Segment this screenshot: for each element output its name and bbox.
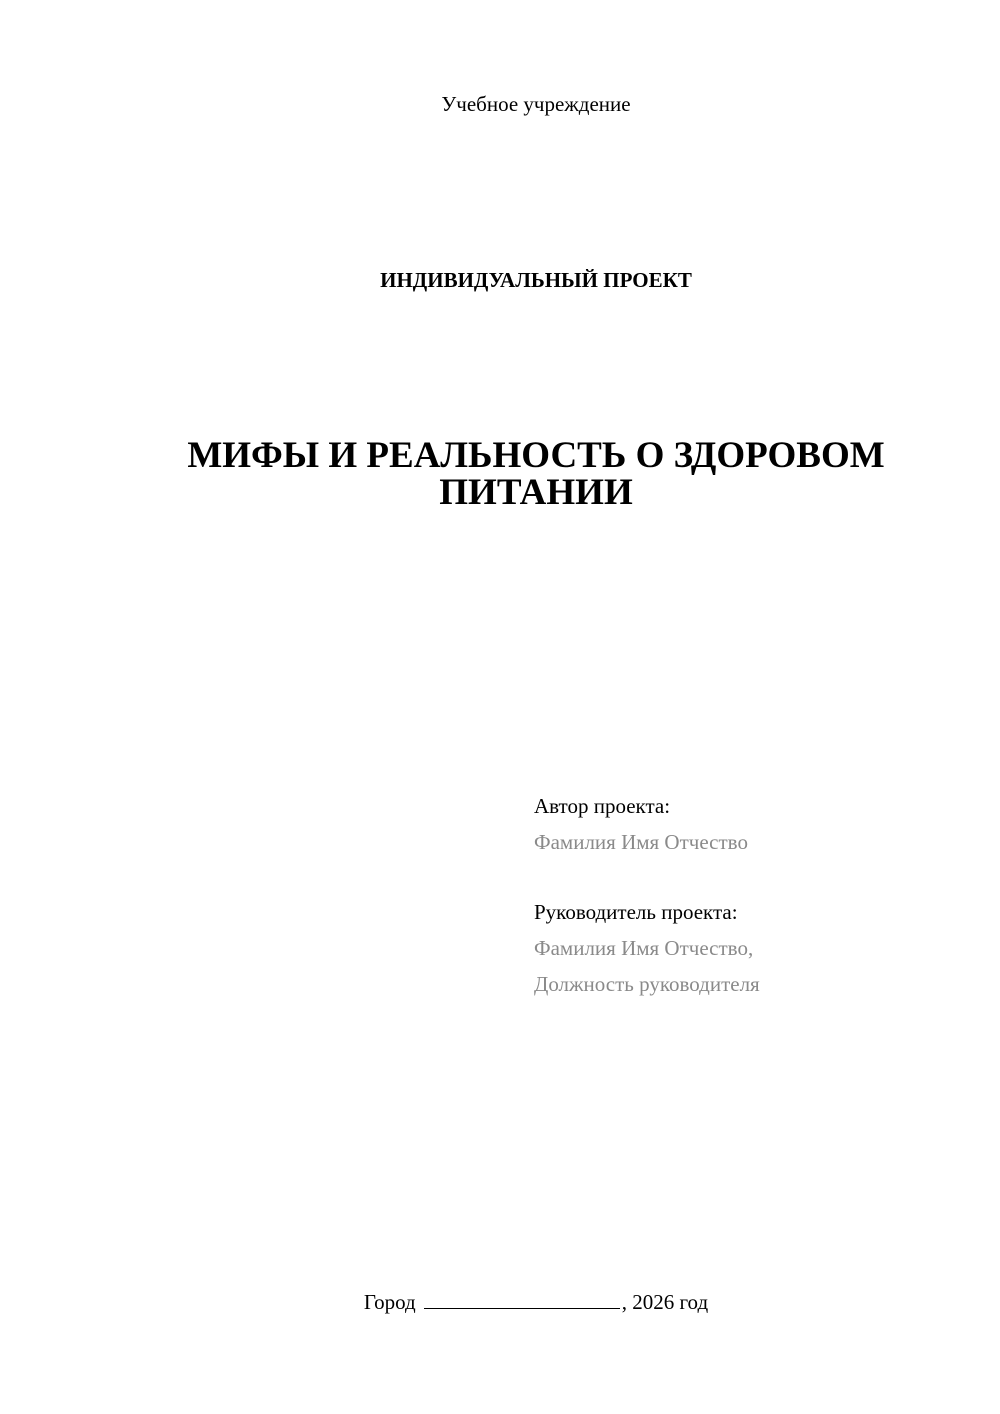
- project-credits: [534, 788, 760, 1002]
- project-title-line-2: ПИТАНИИ: [439, 472, 633, 513]
- year-text: , 2026 год: [621, 1290, 709, 1314]
- project-title: [0, 437, 1000, 511]
- project-title-line-1: МИФЫ И РЕАЛЬНОСТЬ О ЗДОРОВОМ: [187, 435, 885, 476]
- supervisor-position: Должность руководителя: [534, 972, 760, 996]
- author-name: Фамилия Имя Отчество: [534, 830, 748, 854]
- supervisor-name: Фамилия Имя Отчество,: [534, 936, 754, 960]
- supervisor-label: Руководитель проекта:: [534, 900, 738, 924]
- city-blank-line: [424, 1291, 620, 1309]
- institution-name: Учебное учреждение: [441, 92, 631, 116]
- city-label: Город: [363, 1290, 416, 1314]
- author-label: Автор проекта:: [534, 794, 671, 818]
- project-type-heading: ИНДИВИДУАЛЬНЫЙ ПРОЕКТ: [380, 268, 692, 292]
- city-year-line: [0, 1290, 1000, 1315]
